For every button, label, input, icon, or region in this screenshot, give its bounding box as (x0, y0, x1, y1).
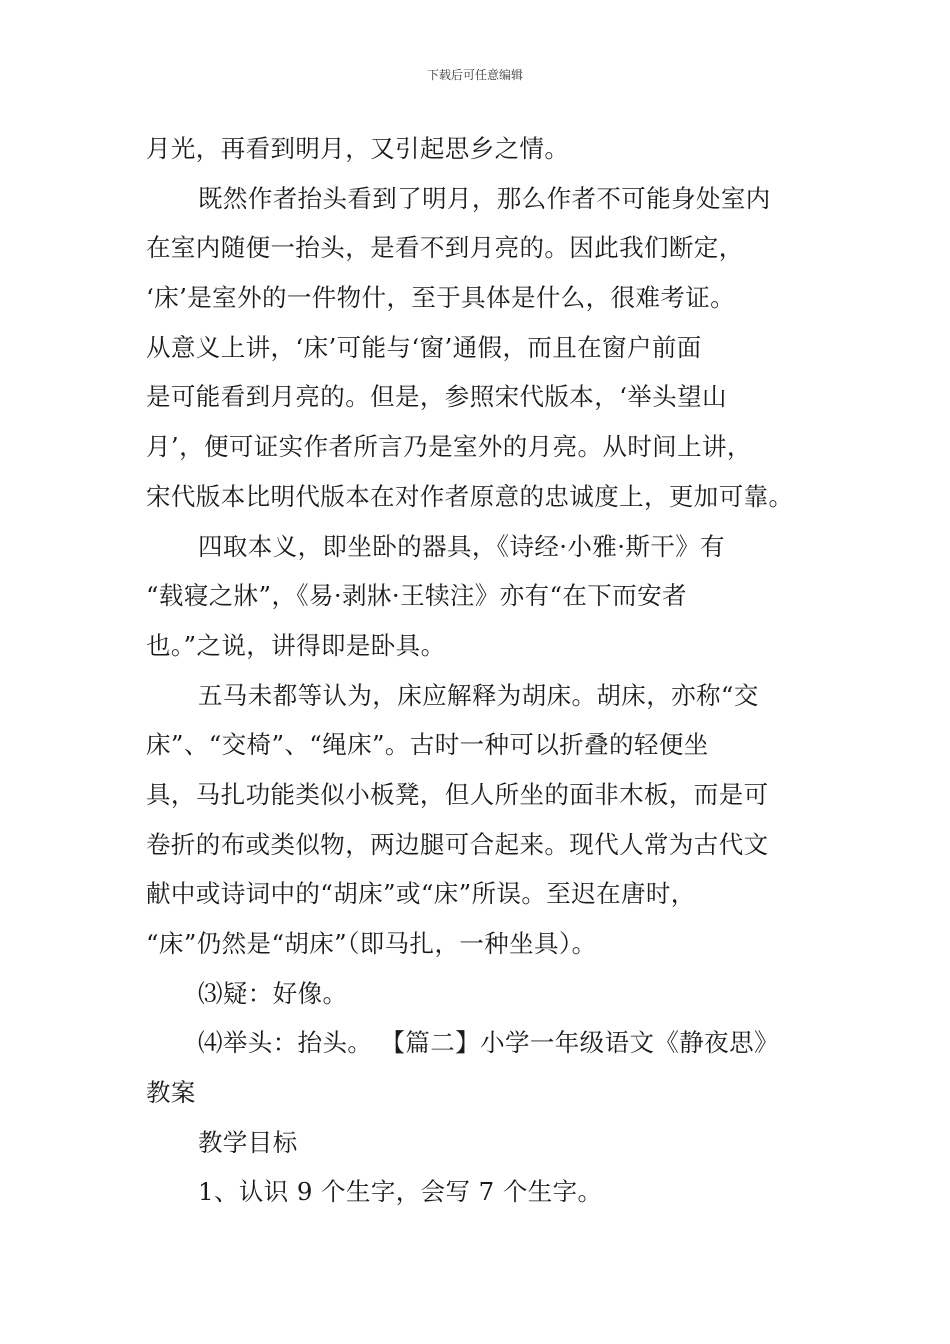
text-line: 具，马扎功能类似小板凳，但人所坐的面非木板，而是可 (146, 779, 769, 809)
section-heading: 教学目标 (198, 1127, 298, 1157)
text-line: 是可能看到月亮的。但是，参照宋代版本，‘举头望山 (146, 382, 727, 412)
text-line: 献中或诗词中的“胡床”或“床”所误。至迟在唐时， (146, 879, 696, 909)
text-line: 月光，再看到明月，又引起思乡之情。 (146, 134, 570, 163)
text-line: 从意义上讲，‘床’可能与‘窗’通假，而且在窗户前面 (146, 332, 702, 362)
text-line: 五马未都等认为，床应解释为胡床。胡床，亦称“交 (198, 680, 759, 710)
text-line: 床”、“交椅”、“绳床”。古时一种可以折叠的轻便坐 (146, 730, 709, 760)
text-line: 1、认识 9 个生字，会写 7 个生字。 (198, 1177, 603, 1207)
text-line: 月’，便可证实作者所言乃是室外的月亮。从时间上讲， (146, 432, 752, 462)
text-line: ‘床’是室外的一件物什，至于具体是什么，很难考证。 (146, 283, 736, 313)
text-line: “载寝之牀”，《易·剥牀·王犊注》亦有“在下而安者 (146, 581, 687, 611)
text-line: 教案 (146, 1078, 196, 1108)
text-line: “床”仍然是“胡床”（即马扎，一种坐具）。 (146, 929, 597, 958)
text-line: ⑷举头：抬头。 【篇二】小学一年级语文《静夜思》 (198, 1028, 779, 1058)
document-body (146, 124, 806, 1217)
text-line: 卷折的布或类似物，两边腿可合起来。现代人常为古代文 (146, 829, 769, 859)
text-line: 宋代版本比明代版本在对作者原意的忠诚度上，更加可靠。 (146, 481, 794, 511)
text-line: 在室内随便一抬头，是看不到月亮的。因此我们断定， (146, 233, 744, 263)
page-header-note: 下载后可任意编辑 (426, 68, 523, 82)
text-line: 也。”之说，讲得即是卧具。 (146, 630, 446, 660)
text-line: 既然作者抬头看到了明月，那么作者不可能身处室内 (198, 183, 771, 213)
text-line: ⑶疑：好像。 (198, 978, 348, 1008)
text-line: 四取本义，即坐卧的器具，《诗经·小雅·斯干》有 (198, 531, 726, 561)
